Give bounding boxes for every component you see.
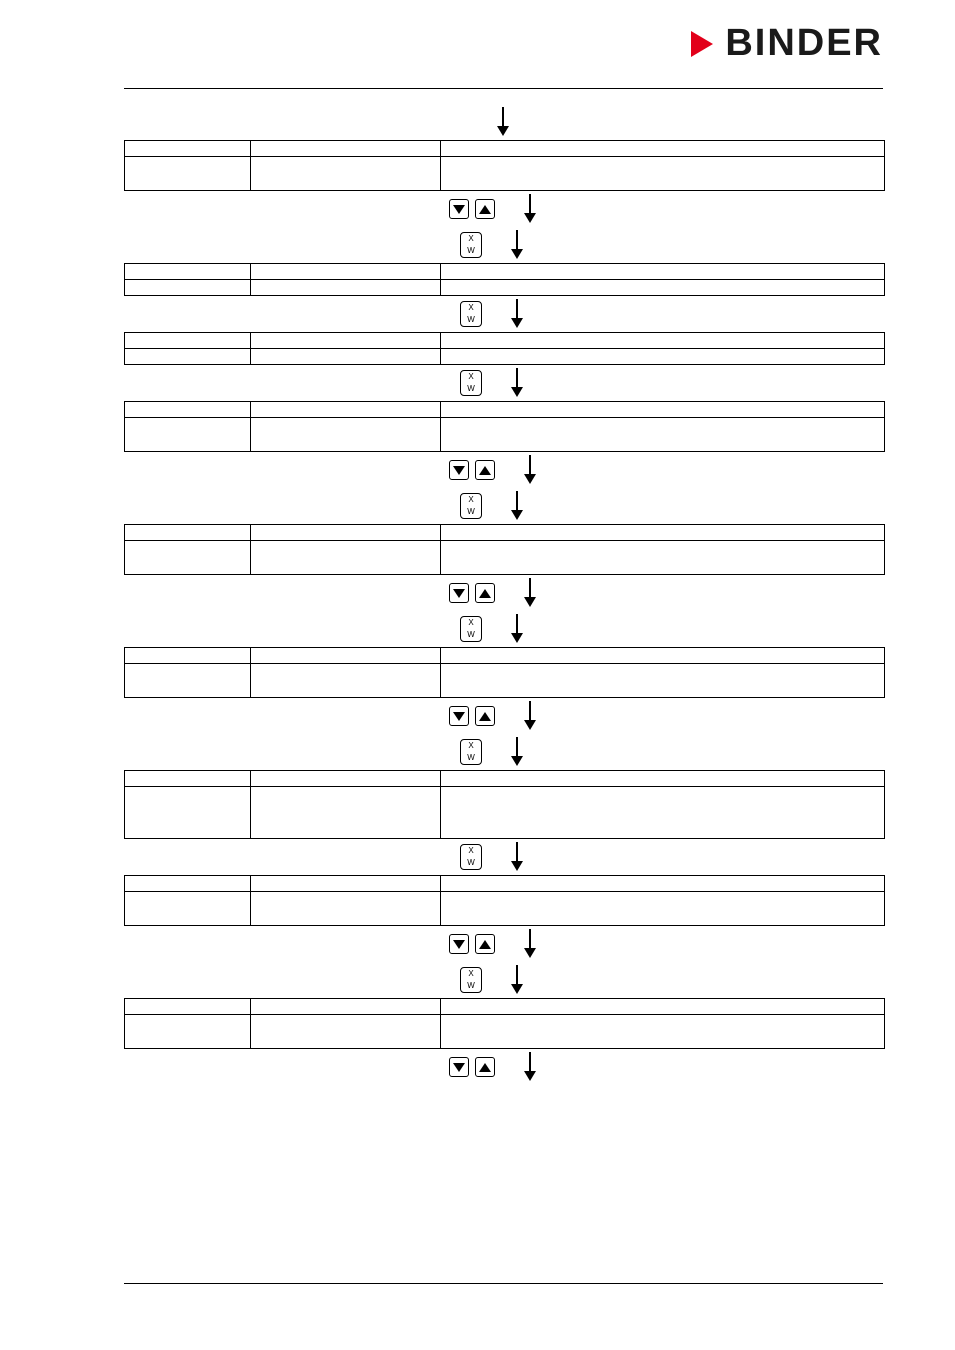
table-cell-c3 (441, 999, 885, 1015)
table-row (125, 892, 885, 926)
table-cell-c3 (441, 157, 885, 191)
triangle-down-key-icon[interactable] (449, 199, 469, 219)
xw-key-bottom-label: W (467, 315, 475, 324)
table-cell-c1 (125, 280, 251, 296)
table-cell-c2 (251, 402, 441, 418)
table-cell-c3 (441, 787, 885, 839)
table-cell-c1 (125, 157, 251, 191)
arrow-head (511, 756, 523, 766)
table-cell-c1 (125, 892, 251, 926)
table-cell-c3 (441, 349, 885, 365)
table-row (125, 349, 885, 365)
xw-key-top-label: X (468, 741, 474, 750)
down-arrow-icon (506, 614, 528, 644)
triangle-down-key-icon[interactable] (449, 706, 469, 726)
triangle-up-key-icon[interactable] (475, 1057, 495, 1077)
triangle-up-glyph (479, 466, 491, 475)
table-cell-c1 (125, 349, 251, 365)
down-arrow-icon (519, 455, 541, 485)
down-arrow-icon (492, 107, 514, 137)
down-arrow-icon (506, 842, 528, 872)
triangle-down-key-icon[interactable] (449, 460, 469, 480)
table-cell-c2 (251, 876, 441, 892)
table-cell-c2 (251, 892, 441, 926)
brand-name: BINDER (725, 22, 883, 64)
triangle-down-key-icon[interactable] (449, 1057, 469, 1077)
table-row (125, 157, 885, 191)
table-row (125, 418, 885, 452)
table-cell-c1 (125, 999, 251, 1015)
table-cell-c1 (125, 418, 251, 452)
table-row (125, 280, 885, 296)
table-cell-c1 (125, 264, 251, 280)
xw-key-top-label: X (468, 969, 474, 978)
down-arrow-icon (506, 491, 528, 521)
key-xw-2 (124, 296, 884, 332)
table-cell-c2 (251, 418, 441, 452)
arrow-head (524, 720, 536, 730)
triangle-down-glyph (453, 205, 465, 214)
table-cell-c1 (125, 876, 251, 892)
table-row (125, 402, 885, 418)
table-cell-c1 (125, 333, 251, 349)
table-cell-c2 (251, 1015, 441, 1049)
table-cell-c3 (441, 541, 885, 575)
arrow-head (511, 633, 523, 643)
key-xw-8 (124, 962, 884, 998)
down-arrow-icon (506, 230, 528, 260)
table-cell-c2 (251, 648, 441, 664)
key-xw-4 (124, 488, 884, 524)
arrow-head (511, 510, 523, 520)
triangle-down-glyph (453, 589, 465, 598)
xw-key-top-label: X (468, 234, 474, 243)
arrow-head (524, 474, 536, 484)
display-block-3 (124, 332, 885, 365)
triangle-down-glyph (453, 466, 465, 475)
display-block-7 (124, 770, 885, 839)
triangle-up-glyph (479, 205, 491, 214)
arrow-head (511, 318, 523, 328)
arrow-head (497, 126, 509, 136)
xw-key-bottom-label: W (467, 630, 475, 639)
key-xw-6 (124, 734, 884, 770)
table-cell-c3 (441, 1015, 885, 1049)
arrow-head (524, 597, 536, 607)
table-cell-c2 (251, 664, 441, 698)
triangle-up-key-icon[interactable] (475, 583, 495, 603)
triangle-up-key-icon[interactable] (475, 199, 495, 219)
triangle-down-glyph (453, 940, 465, 949)
table-row (125, 876, 885, 892)
key-xw-1 (124, 227, 884, 263)
table-row (125, 141, 885, 157)
table-cell-c2 (251, 141, 441, 157)
table-row (125, 787, 885, 839)
triangle-up-glyph (479, 1063, 491, 1072)
table-row (125, 333, 885, 349)
table-cell-c1 (125, 648, 251, 664)
keys-updown-4 (124, 698, 884, 734)
table-cell-c1 (125, 525, 251, 541)
arrow-head (511, 249, 523, 259)
table-cell-c2 (251, 787, 441, 839)
triangle-up-glyph (479, 940, 491, 949)
down-arrow-icon (519, 929, 541, 959)
red-triangle-logo-icon (691, 31, 713, 57)
xw-key-top-label: X (468, 618, 474, 627)
display-block-2 (124, 263, 885, 296)
xw-key-top-label: X (468, 495, 474, 504)
table-cell-c3 (441, 141, 885, 157)
table-row (125, 999, 885, 1015)
arrow-head (511, 984, 523, 994)
xw-key-bottom-label: W (467, 753, 475, 762)
down-arrow-icon (506, 368, 528, 398)
keys-updown-2 (124, 452, 884, 488)
table-cell-c2 (251, 264, 441, 280)
table-cell-c3 (441, 771, 885, 787)
triangle-down-key-icon[interactable] (449, 934, 469, 954)
arrow-head (511, 861, 523, 871)
flow-arrow-top (124, 104, 884, 140)
table-row (125, 648, 885, 664)
table-cell-c3 (441, 525, 885, 541)
table-cell-c1 (125, 664, 251, 698)
triangle-up-key-icon[interactable] (475, 460, 495, 480)
table-row (125, 771, 885, 787)
triangle-down-glyph (453, 712, 465, 721)
xw-key-icon[interactable] (460, 616, 482, 642)
display-block-6 (124, 647, 885, 698)
table-cell-c2 (251, 999, 441, 1015)
xw-key-bottom-label: W (467, 246, 475, 255)
key-xw-3 (124, 365, 884, 401)
xw-key-icon[interactable] (460, 370, 482, 396)
keys-updown-1 (124, 191, 884, 227)
display-block-9 (124, 998, 885, 1049)
display-block-5 (124, 524, 885, 575)
table-cell-c2 (251, 280, 441, 296)
keys-updown-3 (124, 575, 884, 611)
table-cell-c1 (125, 771, 251, 787)
xw-key-top-label: X (468, 846, 474, 855)
xw-key-bottom-label: W (467, 858, 475, 867)
arrow-head (524, 1071, 536, 1081)
display-block-1 (124, 140, 885, 191)
xw-key-icon[interactable] (460, 967, 482, 993)
arrow-head (524, 213, 536, 223)
xw-key-bottom-label: W (467, 384, 475, 393)
triangle-up-glyph (479, 712, 491, 721)
down-arrow-icon (519, 578, 541, 608)
xw-key-icon[interactable] (460, 493, 482, 519)
triangle-down-glyph (453, 1063, 465, 1072)
header-divider (124, 88, 883, 89)
key-xw-7 (124, 839, 884, 875)
table-cell-c3 (441, 280, 885, 296)
table-row (125, 525, 885, 541)
xw-key-bottom-label: W (467, 507, 475, 516)
down-arrow-icon (506, 737, 528, 767)
triangle-down-key-icon[interactable] (449, 583, 469, 603)
down-arrow-icon (506, 299, 528, 329)
down-arrow-icon (519, 1052, 541, 1082)
table-cell-c2 (251, 333, 441, 349)
table-cell-c3 (441, 418, 885, 452)
arrow-head (524, 948, 536, 958)
table-cell-c1 (125, 541, 251, 575)
table-cell-c2 (251, 157, 441, 191)
table-cell-c2 (251, 525, 441, 541)
triangle-up-key-icon[interactable] (475, 706, 495, 726)
table-cell-c1 (125, 787, 251, 839)
down-arrow-icon (519, 194, 541, 224)
table-cell-c2 (251, 349, 441, 365)
table-row (125, 1015, 885, 1049)
table-row (125, 541, 885, 575)
xw-key-top-label: X (468, 372, 474, 381)
down-arrow-icon (506, 965, 528, 995)
triangle-up-glyph (479, 589, 491, 598)
keys-updown-5 (124, 926, 884, 962)
table-cell-c3 (441, 264, 885, 280)
table-cell-c3 (441, 664, 885, 698)
table-cell-c2 (251, 541, 441, 575)
keys-updown-6 (124, 1049, 884, 1085)
display-block-8 (124, 875, 885, 926)
table-row (125, 264, 885, 280)
table-row (125, 664, 885, 698)
table-cell-c3 (441, 648, 885, 664)
xw-key-bottom-label: W (467, 981, 475, 990)
table-cell-c3 (441, 892, 885, 926)
table-cell-c3 (441, 876, 885, 892)
xw-key-icon[interactable] (460, 301, 482, 327)
xw-key-icon[interactable] (460, 232, 482, 258)
page-header (691, 22, 883, 65)
key-xw-5 (124, 611, 884, 647)
table-cell-c3 (441, 333, 885, 349)
xw-key-icon[interactable] (460, 844, 482, 870)
xw-key-top-label: X (468, 303, 474, 312)
arrow-head (511, 387, 523, 397)
table-cell-c3 (441, 402, 885, 418)
footer-divider (124, 1283, 883, 1284)
down-arrow-icon (519, 701, 541, 731)
table-cell-c2 (251, 771, 441, 787)
table-cell-c1 (125, 141, 251, 157)
table-cell-c1 (125, 402, 251, 418)
xw-key-icon[interactable] (460, 739, 482, 765)
triangle-up-key-icon[interactable] (475, 934, 495, 954)
table-cell-c1 (125, 1015, 251, 1049)
procedure-flow (124, 104, 884, 1085)
display-block-4 (124, 401, 885, 452)
